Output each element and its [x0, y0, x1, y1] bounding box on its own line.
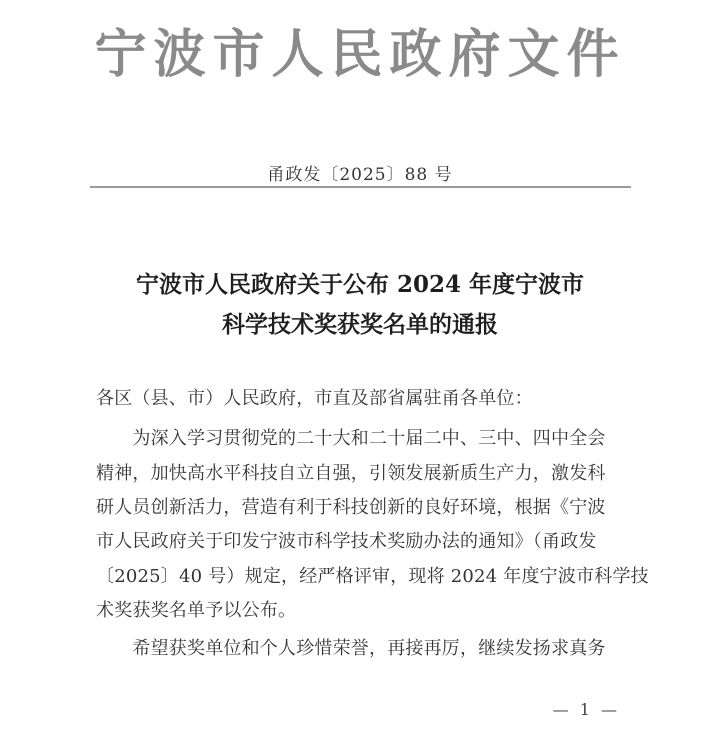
body-text-line: 〔2025〕40 号）规定，经严格评审，现将 2024 年度宁波市科学技	[96, 566, 649, 587]
document-title-line-2: 科学技术奖获奖名单的通报	[222, 311, 498, 338]
body-text-line: 术奖获奖名单予以公布。	[96, 600, 297, 621]
document-masthead: 宁波市人民政府文件	[94, 25, 626, 85]
body-text-line: 研人员创新活力，营造有利于科技创新的良好环境，根据《宁波	[96, 497, 606, 518]
document-title-line-1: 宁波市人民政府关于公布 2024 年度宁波市	[135, 271, 585, 298]
body-text-line: 市人民政府关于印发宁波市科学技术奖励办法的通知》（甬政发	[96, 531, 597, 552]
body-text-line: 为深入学习贯彻党的二十大和二十届二中、三中、四中全会	[96, 428, 606, 449]
header-separator-line	[90, 186, 631, 188]
page-number: — 1 —	[552, 700, 620, 719]
body-text-line: 希望获奖单位和个人珍惜荣誉，再接再厉，继续发扬求真务	[96, 638, 606, 659]
document-number: 甬政发〔2025〕88 号	[267, 165, 453, 185]
body-text-line: 精神，加快高水平科技自立自强，引领发展新质生产力，激发科	[96, 463, 606, 484]
salutation-line: 各区（县、市）人民政府，市直及部省属驻甬各单位：	[96, 388, 533, 409]
